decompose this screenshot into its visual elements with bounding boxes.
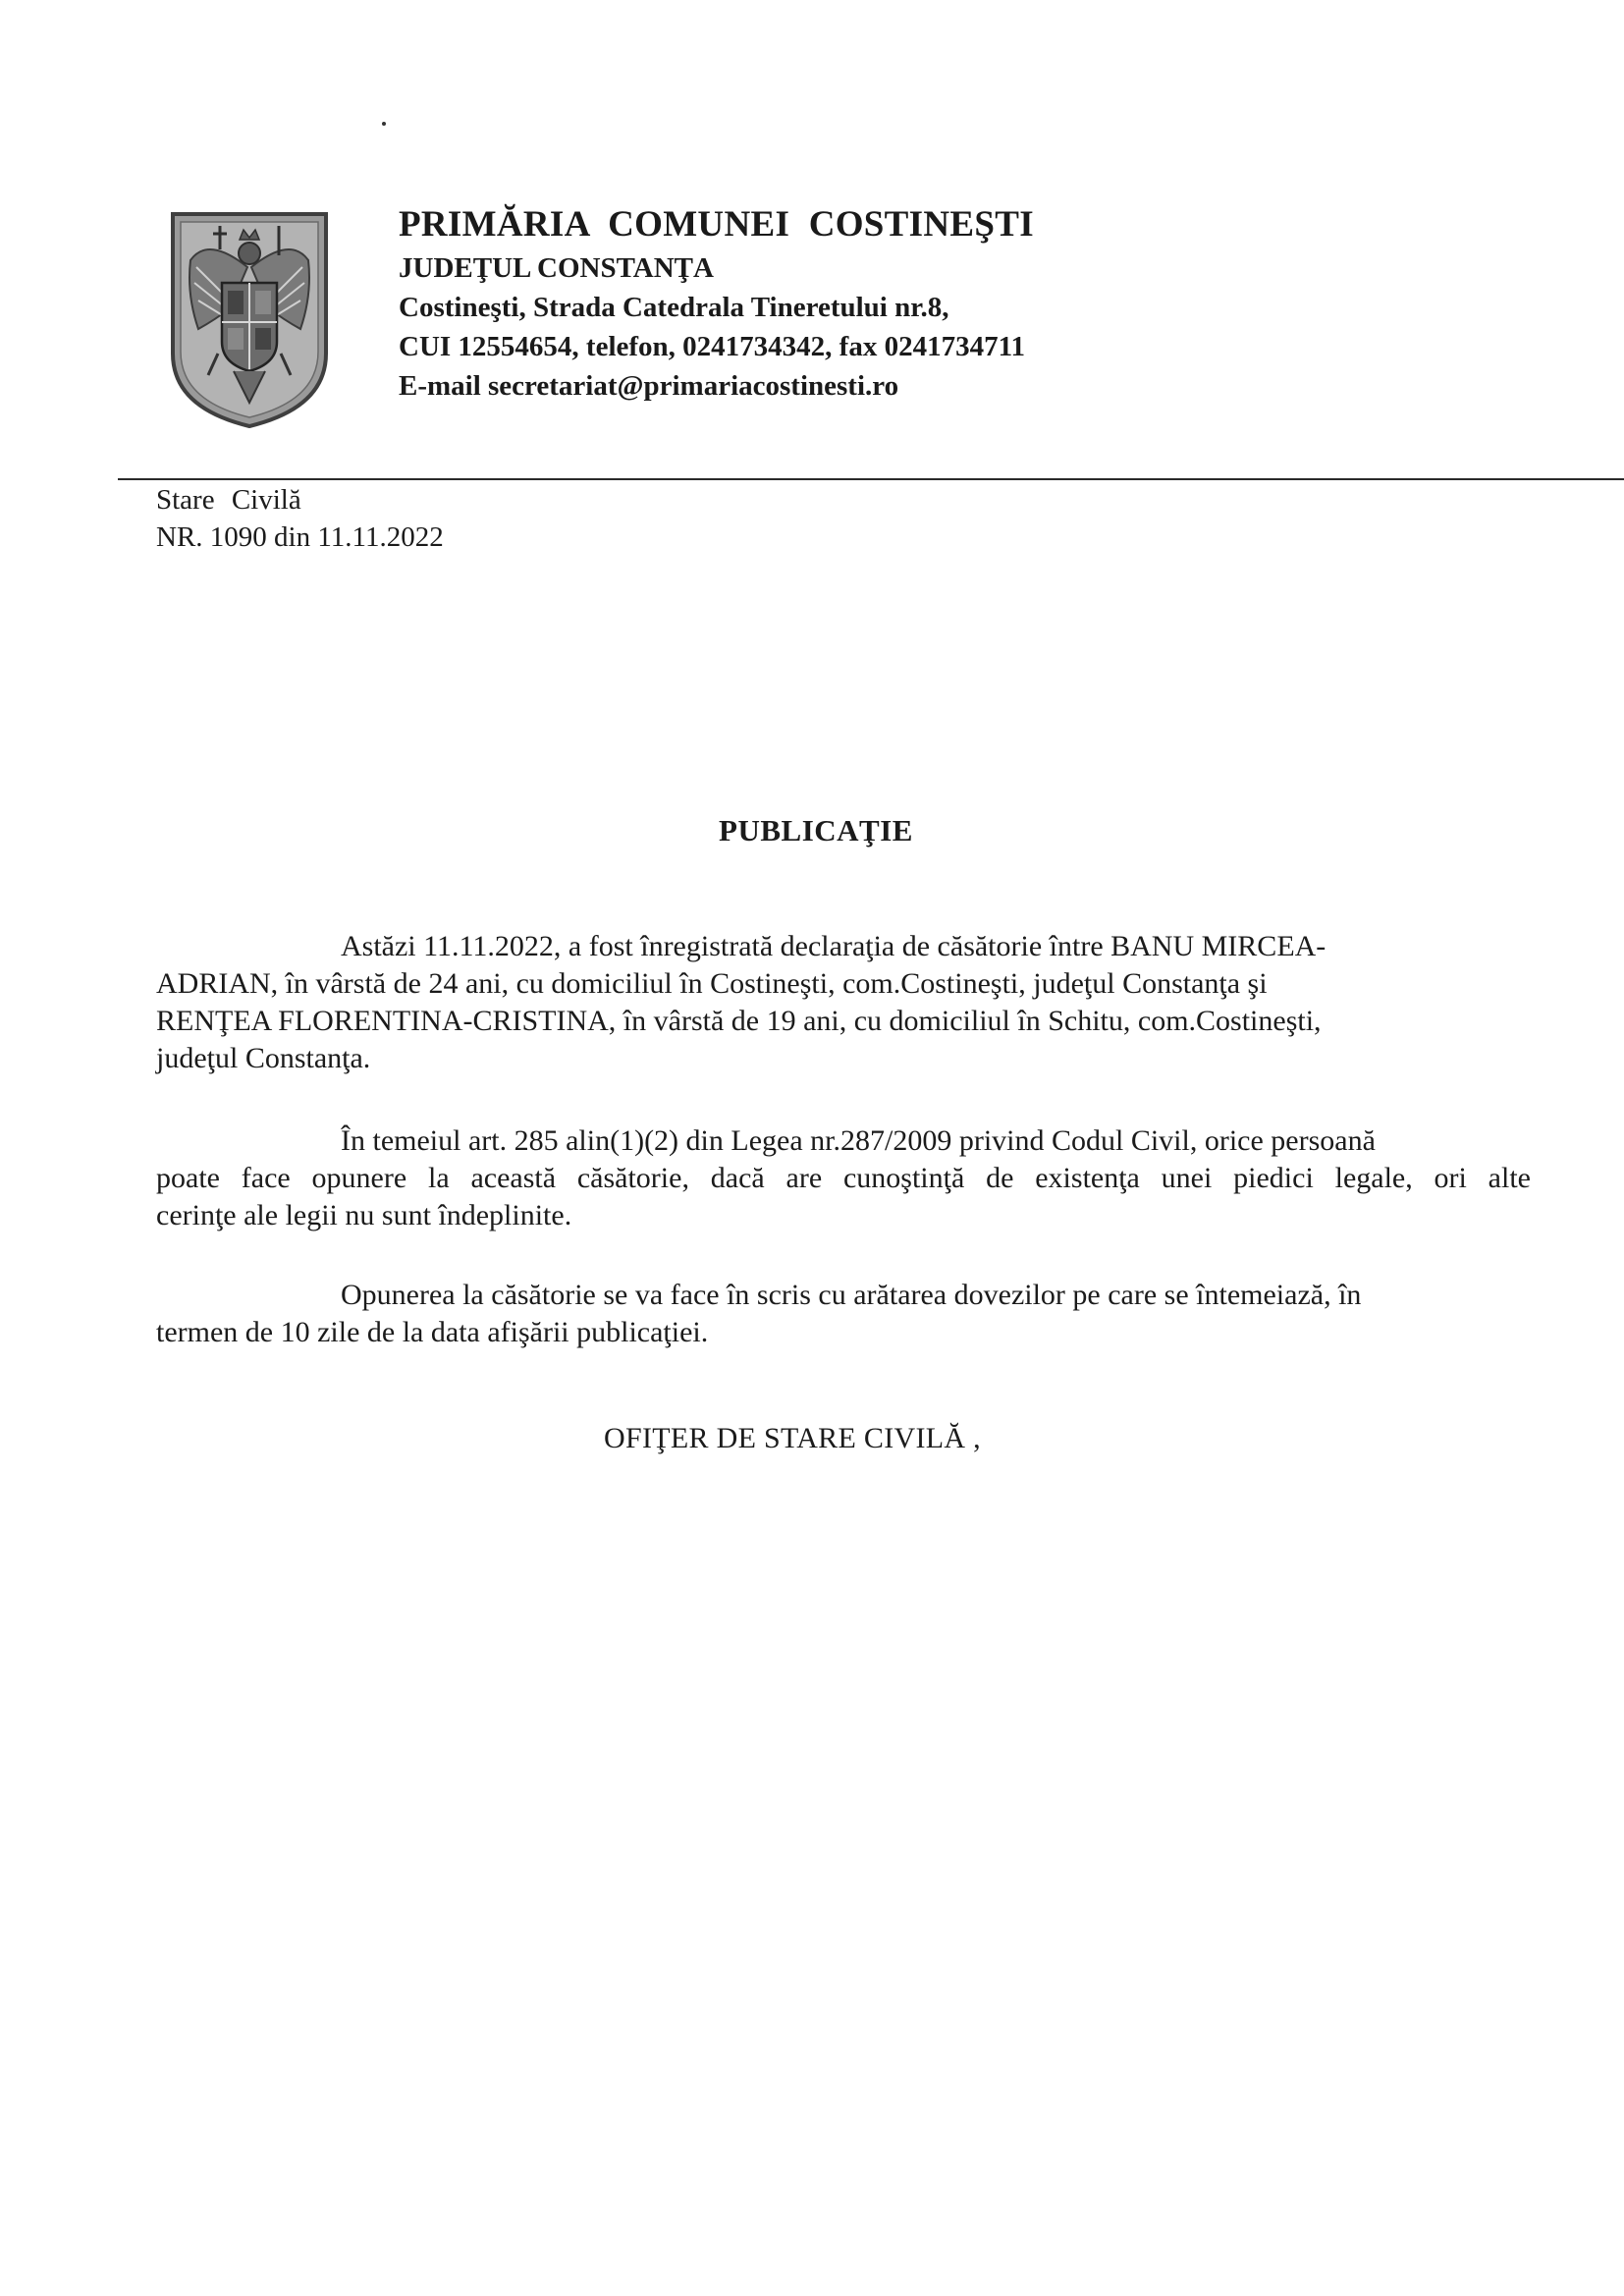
email-line: E-mail secretariat@primariacostinesti.ro bbox=[399, 370, 899, 402]
registry-reference bbox=[156, 481, 444, 556]
paragraph-line: Astăzi 11.11.2022, a fost înregistrată declaraţia de căsătorie între BANU MIRCEA- bbox=[341, 930, 1326, 962]
scan-speck bbox=[382, 122, 386, 126]
paragraph-legal-basis bbox=[156, 1122, 1531, 1234]
paragraph-opposition bbox=[156, 1277, 1531, 1351]
paragraph-line: poate face opunere la această căsătorie, dacă are cunoştinţă de existenţa unei piedici legale, ori alte bbox=[156, 1162, 1531, 1194]
paragraph-line: În temeiul art. 285 alin(1)(2) din Legea nr.287/2009 privind Codul Civil, orice persoană bbox=[341, 1124, 1376, 1157]
coat-of-arms-icon bbox=[169, 206, 330, 430]
institution-name: PRIMĂRIA COMUNEI COSTINEŞTI bbox=[399, 204, 1034, 245]
paragraph-line: termen de 10 zile de la data afişării publicaţiei. bbox=[156, 1316, 709, 1348]
contact-line: CUI 12554654, telefon, 0241734342, fax 0241734711 bbox=[399, 331, 1025, 362]
department-label: Stare Civilă bbox=[156, 484, 301, 516]
address-line: Costineşti, Strada Catedrala Tineretului nr.8, bbox=[399, 292, 949, 323]
document-title: PUBLICAŢIE bbox=[719, 813, 913, 847]
paragraph-line: ADRIAN, în vârstă de 24 ani, cu domiciliul în Costineşti, com.Costineşti, judeţul Constanţa şi bbox=[156, 967, 1268, 1000]
letterhead bbox=[399, 201, 1034, 406]
registry-number: NR. 1090 din 11.11.2022 bbox=[156, 521, 444, 553]
paragraph-line: cerinţe ale legii nu sunt îndeplinite. bbox=[156, 1199, 572, 1231]
signature-label: OFIŢER DE STARE CIVILĂ , bbox=[604, 1422, 981, 1454]
paragraph-line: judeţul Constanţa. bbox=[156, 1042, 371, 1074]
county-name: JUDEŢUL CONSTANŢA bbox=[399, 252, 714, 284]
paragraph-line: RENŢEA FLORENTINA-CRISTINA, în vârstă de 19 ani, cu domiciliul în Schitu, com.Costineşti, bbox=[156, 1005, 1322, 1037]
paragraph-declaration bbox=[156, 928, 1531, 1077]
header-divider bbox=[118, 478, 1624, 480]
paragraph-line: Opunerea la căsătorie se va face în scris cu arătarea dovezilor pe care se întemeiază, în bbox=[341, 1279, 1362, 1311]
